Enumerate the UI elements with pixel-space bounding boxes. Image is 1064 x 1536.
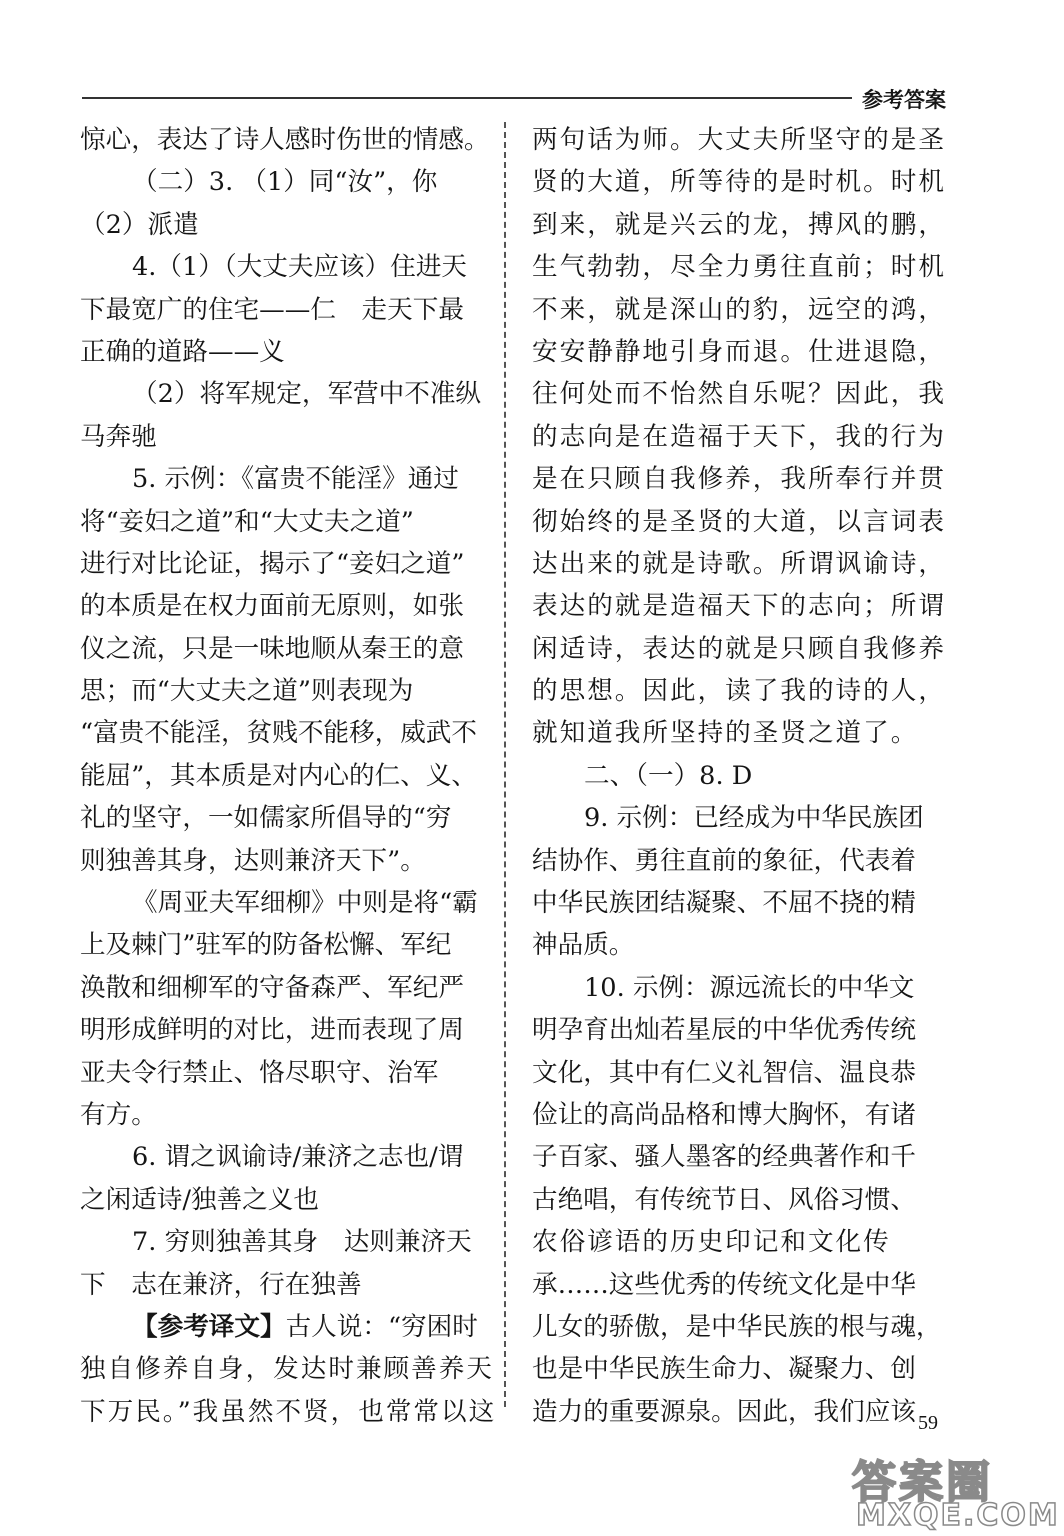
page-number: 59 (918, 1412, 938, 1434)
text-line: 仪之流，只是一味地顺从秦王的意 (80, 633, 464, 664)
text-line: 也是中华民族生命力、凝聚力、创 (532, 1354, 916, 1385)
column-divider (504, 122, 506, 1407)
text-line: 思；而“大丈夫之道”则表现为 (80, 676, 414, 707)
text-line: 达出来的就是诗歌。所谓讽谕诗， (532, 548, 946, 579)
text-line: 9. 示例：已经成为中华民族团 (584, 803, 924, 834)
text-line: 彻始终的是圣贤的大道，以言词表 (532, 506, 946, 537)
reference-translation-tag: 【参考译文】 (132, 1311, 286, 1342)
text-line: 中华民族团结凝聚、不屈不挠的精 (532, 888, 916, 919)
text-line: 不来，就是深山的豹，远空的鸿， (532, 294, 946, 325)
text-line: 10. 示例：源远流长的中华文 (584, 972, 915, 1003)
text-line: 下最宽广的住宅——仁 走天下最 (80, 294, 464, 325)
text-line: 造力的重要源泉。因此，我们应该 (532, 1396, 916, 1427)
text-line: 俭让的高尚品格和博大胸怀，有诸 (532, 1099, 916, 1130)
text-line: 7. 穷则独善其身 达则兼济天 (132, 1227, 472, 1258)
watermark-domain: MXQE.COM (856, 1498, 1060, 1533)
text-line: 闲适诗，表达的就是只顾自我修养 (532, 633, 946, 664)
text-line: 生气勃勃，尽全力勇往直前；时机 (532, 252, 946, 283)
text-line: 上及棘门”驻军的防备松懈、军纪 (80, 930, 452, 961)
text-line: 下万民。”我虽然不贤，也常常以这 (80, 1396, 497, 1427)
text-line: 独自修养自身，发达时兼顾善养天 (80, 1354, 494, 1385)
text-line: 之闲适诗/独善之义也 (80, 1184, 319, 1215)
text-line: “富贵不能淫，贫贱不能移，威武不 (80, 718, 477, 749)
left-column (80, 119, 497, 1433)
text-line: 文化，其中有仁义礼智信、温良恭 (532, 1057, 916, 1088)
text-line: 子百家、骚人墨客的经典著作和千 (532, 1142, 916, 1173)
text-line: 承……这些优秀的传统文化是中华 (532, 1269, 916, 1300)
text-line: 是在只顾自我修养，我所奉行并贯 (532, 464, 946, 495)
watermark-mark: 答案圈 (852, 1457, 993, 1508)
text-line: 礼的坚守，一如儒家所倡导的“穷 (80, 803, 452, 834)
text-line: 两句话为师。大丈夫所坚守的是圣 (532, 125, 946, 155)
text-line: 贤的大道，所等待的是时机。时机 (532, 167, 946, 198)
header-title: 参考答案 (862, 88, 946, 112)
text-line: 表达的就是造福天下的志向；所谓 (532, 591, 946, 622)
text-line: 进行对比论证，揭示了“妾妇之道” (80, 548, 465, 579)
text-line: （二）3. （1）同“汝”，你 (132, 167, 438, 198)
text-line: 就知道我所坚持的圣贤之道了。 (532, 718, 919, 749)
text-line: 将“妾妇之道”和“大丈夫之道” (80, 506, 414, 537)
text-line: 马奔驰 (80, 421, 157, 452)
text-line: 正确的道路——义 (80, 336, 285, 367)
text-line: 的本质是在权力面前无原则，如张 (80, 591, 464, 622)
text-line: 安安静静地引身而退。仕进退隐， (532, 336, 946, 367)
text-line: 儿女的骄傲，是中华民族的根与魂， (532, 1311, 942, 1342)
text-line: 古绝唱，有传统节日、风俗习惯、 (532, 1184, 916, 1215)
text-line: 二、（一）8. D (584, 760, 753, 791)
text-line: 神品质。 (532, 930, 635, 961)
watermark-logo (852, 1446, 1062, 1534)
text-line: 6. 谓之讽谕诗/兼济之志也/谓 (132, 1142, 464, 1173)
text-line: 惊心，表达了诗人感时伤世的情感。 (80, 125, 490, 155)
text-line: 的志向是在造福于天下，我的行为 (532, 421, 946, 452)
text-line: 亚夫令行禁止、恪尽职守、治军 (80, 1057, 439, 1088)
text-line: 5. 示例：《富贵不能淫》通过 (132, 464, 459, 495)
text-line: （2）派遣 (80, 209, 199, 240)
text-line: 到来，就是兴云的龙，搏风的鹏， (532, 209, 946, 240)
header-rule (82, 97, 852, 99)
text-line: 《周亚夫军细柳》中则是将“霸 (132, 888, 478, 919)
text-line: 农俗谚语的历史印记和文化传 (532, 1227, 891, 1258)
text-line: 能屈”，其本质是对内心的仁、义、 (80, 760, 477, 791)
text-line: 涣散和细柳军的守备森严、军纪严 (80, 972, 464, 1003)
text-line: （2）将军规定，军营中不准纵 (132, 379, 482, 410)
text-line (80, 1306, 492, 1348)
text-line: 下 志在兼济，行在独善 (80, 1269, 362, 1300)
text-line: 则独善其身，达则兼济天下”。 (80, 845, 426, 876)
text-line: 的思想。因此，读了我的诗的人， (532, 676, 946, 707)
text-line: 有方。 (80, 1099, 157, 1130)
text-line: 4.（1）（大丈夫应该）住进天 (132, 252, 468, 283)
text-line: 往何处而不怡然自乐呢？因此，我 (532, 379, 946, 410)
text-line-fragment: 古人说：“穷困时 (285, 1311, 478, 1342)
text-line: 明形成鲜明的对比，进而表现了周 (80, 1015, 464, 1046)
text-line: 明孕育出灿若星辰的中华优秀传统 (532, 1015, 916, 1046)
right-column (532, 119, 944, 1433)
text-line: 结协作、勇往直前的象征，代表着 (532, 845, 916, 876)
